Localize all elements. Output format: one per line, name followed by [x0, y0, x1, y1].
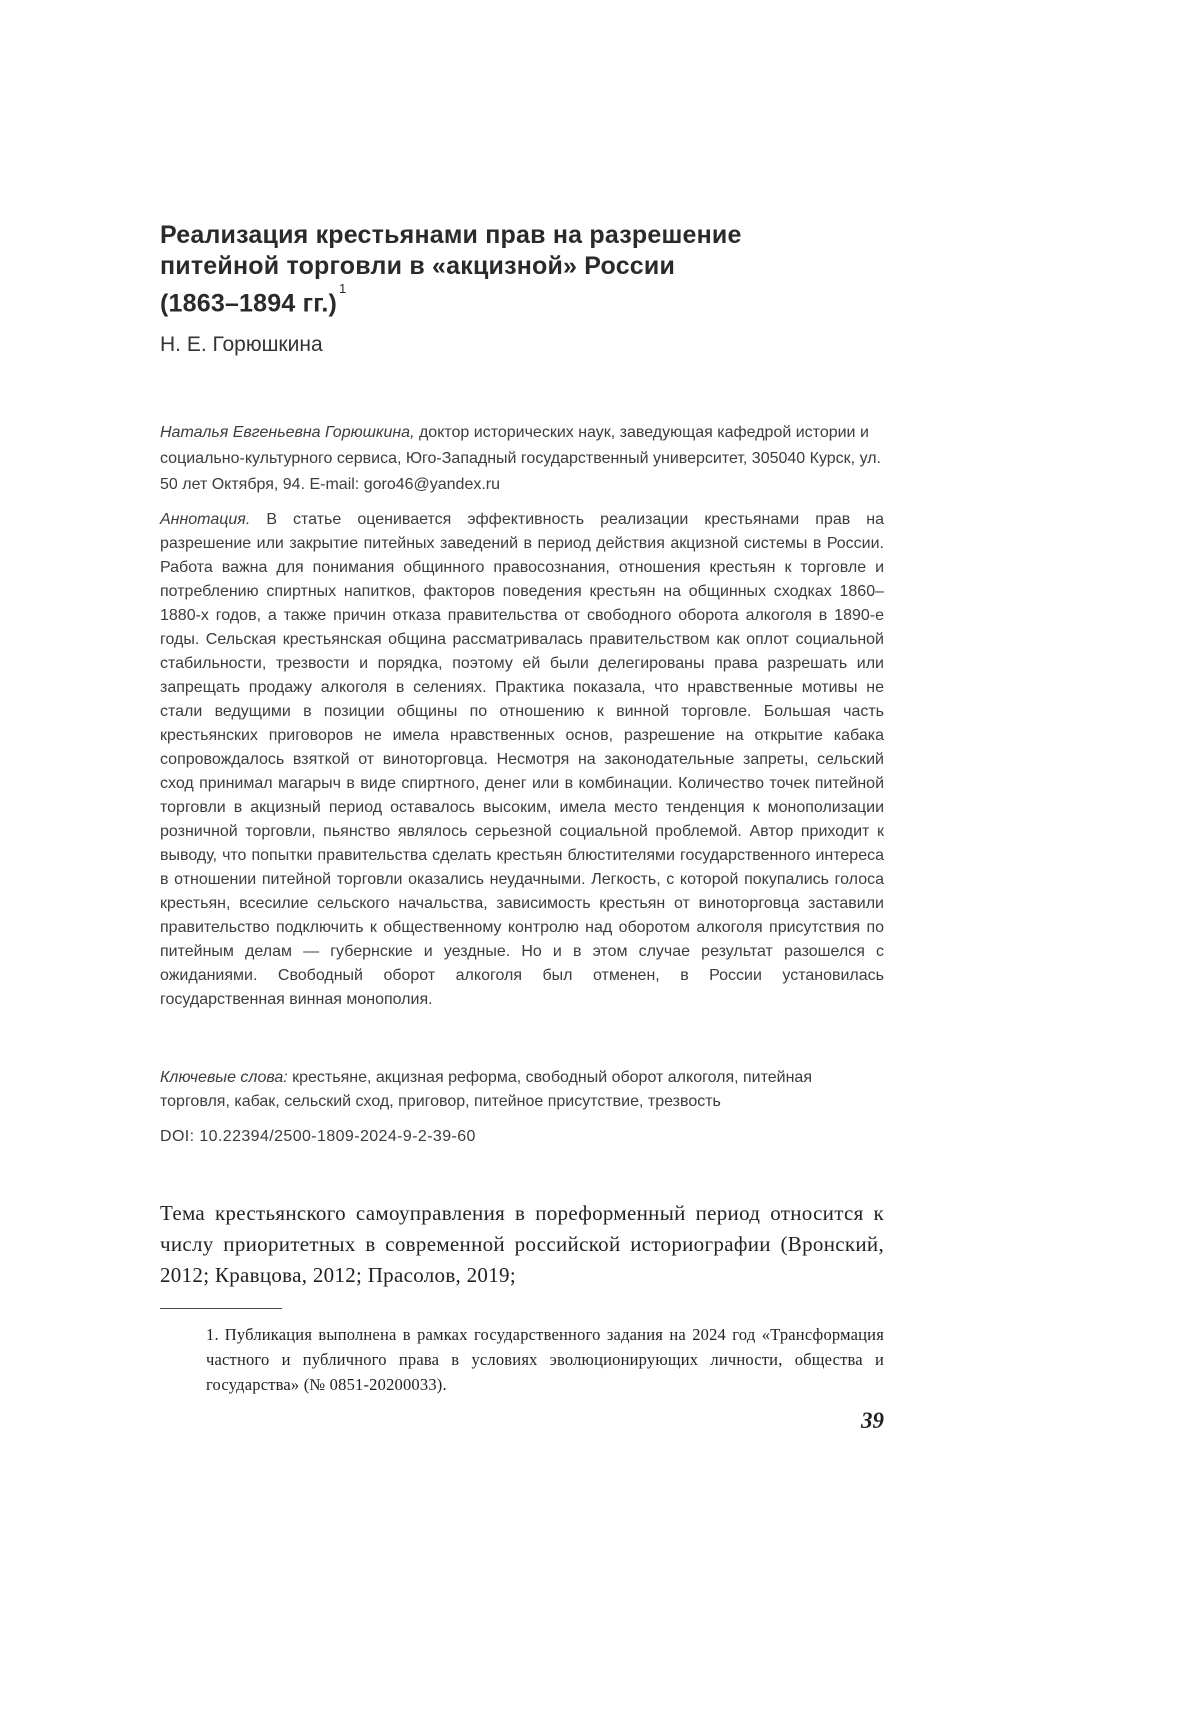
author-name: Н. Е. Горюшкина [160, 333, 323, 356]
author-affiliation-text: доктор исторических наук, заведующая кафедрой истории и социально-культурного сервиса, Юго-Западный государственный университет, 305040 Курск, ул. 50 лет Октября, 94. E-mail: [160, 424, 881, 493]
author-full-name: Наталья Евгеньевна Горюшкина, [160, 424, 415, 441]
doi: DOI: 10.22394/2500-1809-2024-9-2-39-60 [160, 1128, 476, 1145]
article-title-line-text: (1863–1894 гг.) [160, 289, 337, 318]
author-affiliation [160, 420, 884, 498]
author-email: goro46@yandex.ru [363, 476, 501, 493]
article-title-line: питейной торговли в «акцизной» России [160, 252, 676, 280]
article-title-line [160, 282, 884, 319]
article-title [160, 220, 884, 319]
body-paragraph: Тема крестьянского самоуправления в пореформенный период относится к числу приоритетных в современной российской историографии (Вронский, 2012; Кравцова, 2012; Прасолов, 2019; [160, 1201, 884, 1287]
abstract-label: Аннотация. [160, 511, 251, 528]
footnote-text: Публикация выполнена в рамках государственного задания на 2024 год «Трансформация частного и публичного права в условиях эволюционирующих личности, общества и государства» (№ 0851-20200033). [206, 1325, 884, 1394]
footnote-divider [160, 1308, 282, 1309]
footnote-number: 1. [206, 1325, 219, 1344]
footnote [206, 1322, 884, 1397]
page-number: 39 [861, 1408, 884, 1433]
title-footnote-marker: 1 [339, 281, 347, 296]
article-title-line: Реализация крестьянами прав на разрешение [160, 221, 742, 249]
abstract [160, 508, 884, 1012]
keywords-text: крестьяне, акцизная реформа, свободный оборот алкоголя, питейная торговля, кабак, сельский сход, приговор, питейное присутствие, трезвость [160, 1069, 812, 1110]
abstract-text: В статье оценивается эффективность реализации крестьянами прав на разрешение или закрытие питейных заведений в период действия акцизной системы в России. Работа важна для понимания общинного правосознания, отношения крестьян к торговле и потреблению спиртных напитков, факторов поведения крестьян на общинных сходках 1860–1880-х годов, а также причин отказа правительства от свободного оборота алкоголя в 1890-е годы. Сельская крестьянская община рассматривалась правительством как оплот социальной стабильности, трезвости и порядка, поэтому ей были делегированы права разрешать или запрещать продажу алкоголя в селениях. Практика показала, что нравственные мотивы не стали ведущими в позиции общины по отношению к винной торговле. Большая часть крестьянских приговоров не имела нравственных основ, разрешение на открытие кабака сопровождалось взяткой от виноторговца. Несмотря на законодательные запреты, сельский сход принимал магарыч в виде спиртного, денег или в комбинации. Количество точек питейной торговли в акцизный период оставалось высоким, имела место тенденция к монополизации розничной торговли, пьянство являлось серьезной социальной проблемой. Автор приходит к выводу, что попытки правительства сделать крестьян блюстителями государственного интереса в отношении питейной торговли оказались неудачными. Легкость, с которой покупались голоса крестьян, всесилие сельского начальства, зависимость крестьян от виноторговца заставили правительство подключить к общественному контролю над оборотом алкоголя присутствия по питейным делам — губернские и уездные. Но и в этом случае результат разошелся с ожиданиями. Свободный оборот алкоголя был отменен, в России установилась государственная винная монополия. [160, 511, 884, 1008]
keywords-label: Ключевые слова: [160, 1069, 288, 1086]
keywords [160, 1066, 884, 1114]
